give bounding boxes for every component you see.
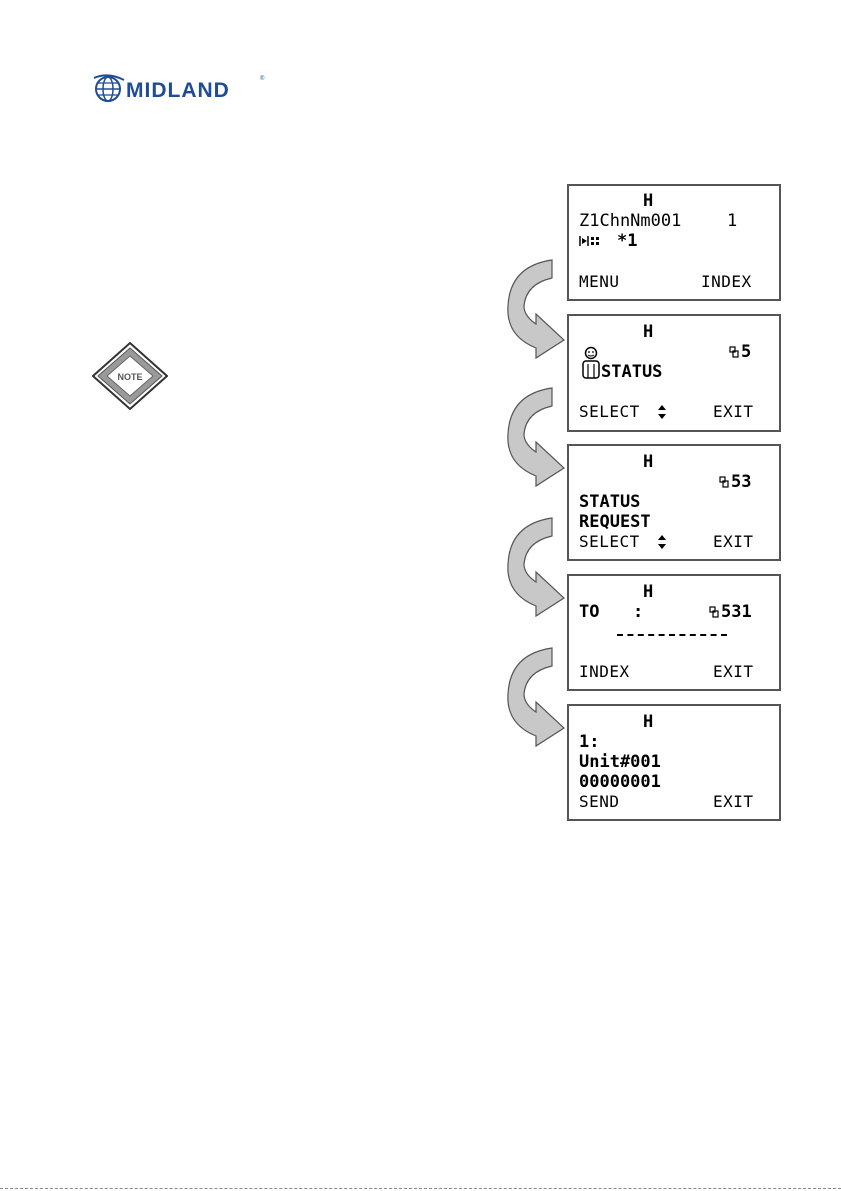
menu-softkey[interactable]: MENU <box>579 272 620 291</box>
menu-number: 531 <box>721 602 752 622</box>
note-label: NOTE <box>117 372 143 382</box>
h-indicator: H <box>643 452 654 472</box>
lcd-screen-status-request <box>567 444 781 561</box>
lcd-screen-send <box>567 704 781 821</box>
menu-icon <box>729 346 739 358</box>
unit-name: Unit#001 <box>579 752 661 772</box>
exit-softkey[interactable]: EXIT <box>713 402 754 421</box>
midland-logo <box>92 70 267 106</box>
exit-softkey[interactable]: EXIT <box>713 792 754 811</box>
send-softkey[interactable]: SEND <box>579 792 620 811</box>
lcd-screen-menu-status <box>567 314 781 432</box>
index-entry-number: 1: <box>579 732 600 752</box>
h-indicator: H <box>643 191 654 211</box>
menu-number: 53 <box>731 472 752 492</box>
svg-text:®: ® <box>260 76 265 82</box>
select-softkey[interactable]: SELECT <box>579 402 640 421</box>
h-indicator: H <box>643 712 654 732</box>
page-bottom-rule <box>0 1188 841 1189</box>
index-softkey[interactable]: INDEX <box>701 272 752 291</box>
to-colon: : <box>633 602 644 622</box>
up-down-arrows-icon <box>657 534 667 550</box>
curved-arrow-icon <box>496 646 566 750</box>
h-indicator: H <box>643 322 654 342</box>
lcd-screen-to-address <box>567 574 781 691</box>
submenu-line1: STATUS <box>579 492 641 512</box>
h-indicator: H <box>643 582 654 602</box>
index-softkey[interactable]: INDEX <box>579 662 630 681</box>
globe-icon <box>94 75 124 101</box>
unit-id: 00000001 <box>579 772 661 792</box>
curved-arrow-icon <box>496 386 566 490</box>
submenu-line2: REQUEST <box>579 512 651 532</box>
menu-number: 5 <box>741 342 752 362</box>
channel-number: 1 <box>727 211 738 231</box>
address-entry-field[interactable] <box>617 634 727 636</box>
lcd-screen-standby <box>567 184 781 301</box>
exit-softkey[interactable]: EXIT <box>713 662 754 681</box>
select-softkey[interactable]: SELECT <box>579 532 640 551</box>
exit-softkey[interactable]: EXIT <box>713 532 754 551</box>
logo-text: MIDLAND <box>126 79 230 102</box>
note-badge <box>92 342 168 410</box>
status-person-icon <box>581 346 601 380</box>
curved-arrow-icon <box>496 516 566 620</box>
channel-name: Z1ChnNm001 <box>579 211 682 231</box>
up-down-arrows-icon <box>657 404 667 420</box>
menu-icon <box>719 476 729 488</box>
to-label: TO <box>579 602 600 622</box>
priority-indicator: *1 <box>617 231 638 251</box>
scan-icon <box>579 234 603 248</box>
curved-arrow-icon <box>496 258 566 362</box>
menu-icon <box>709 606 719 618</box>
menu-title: STATUS <box>601 362 663 382</box>
